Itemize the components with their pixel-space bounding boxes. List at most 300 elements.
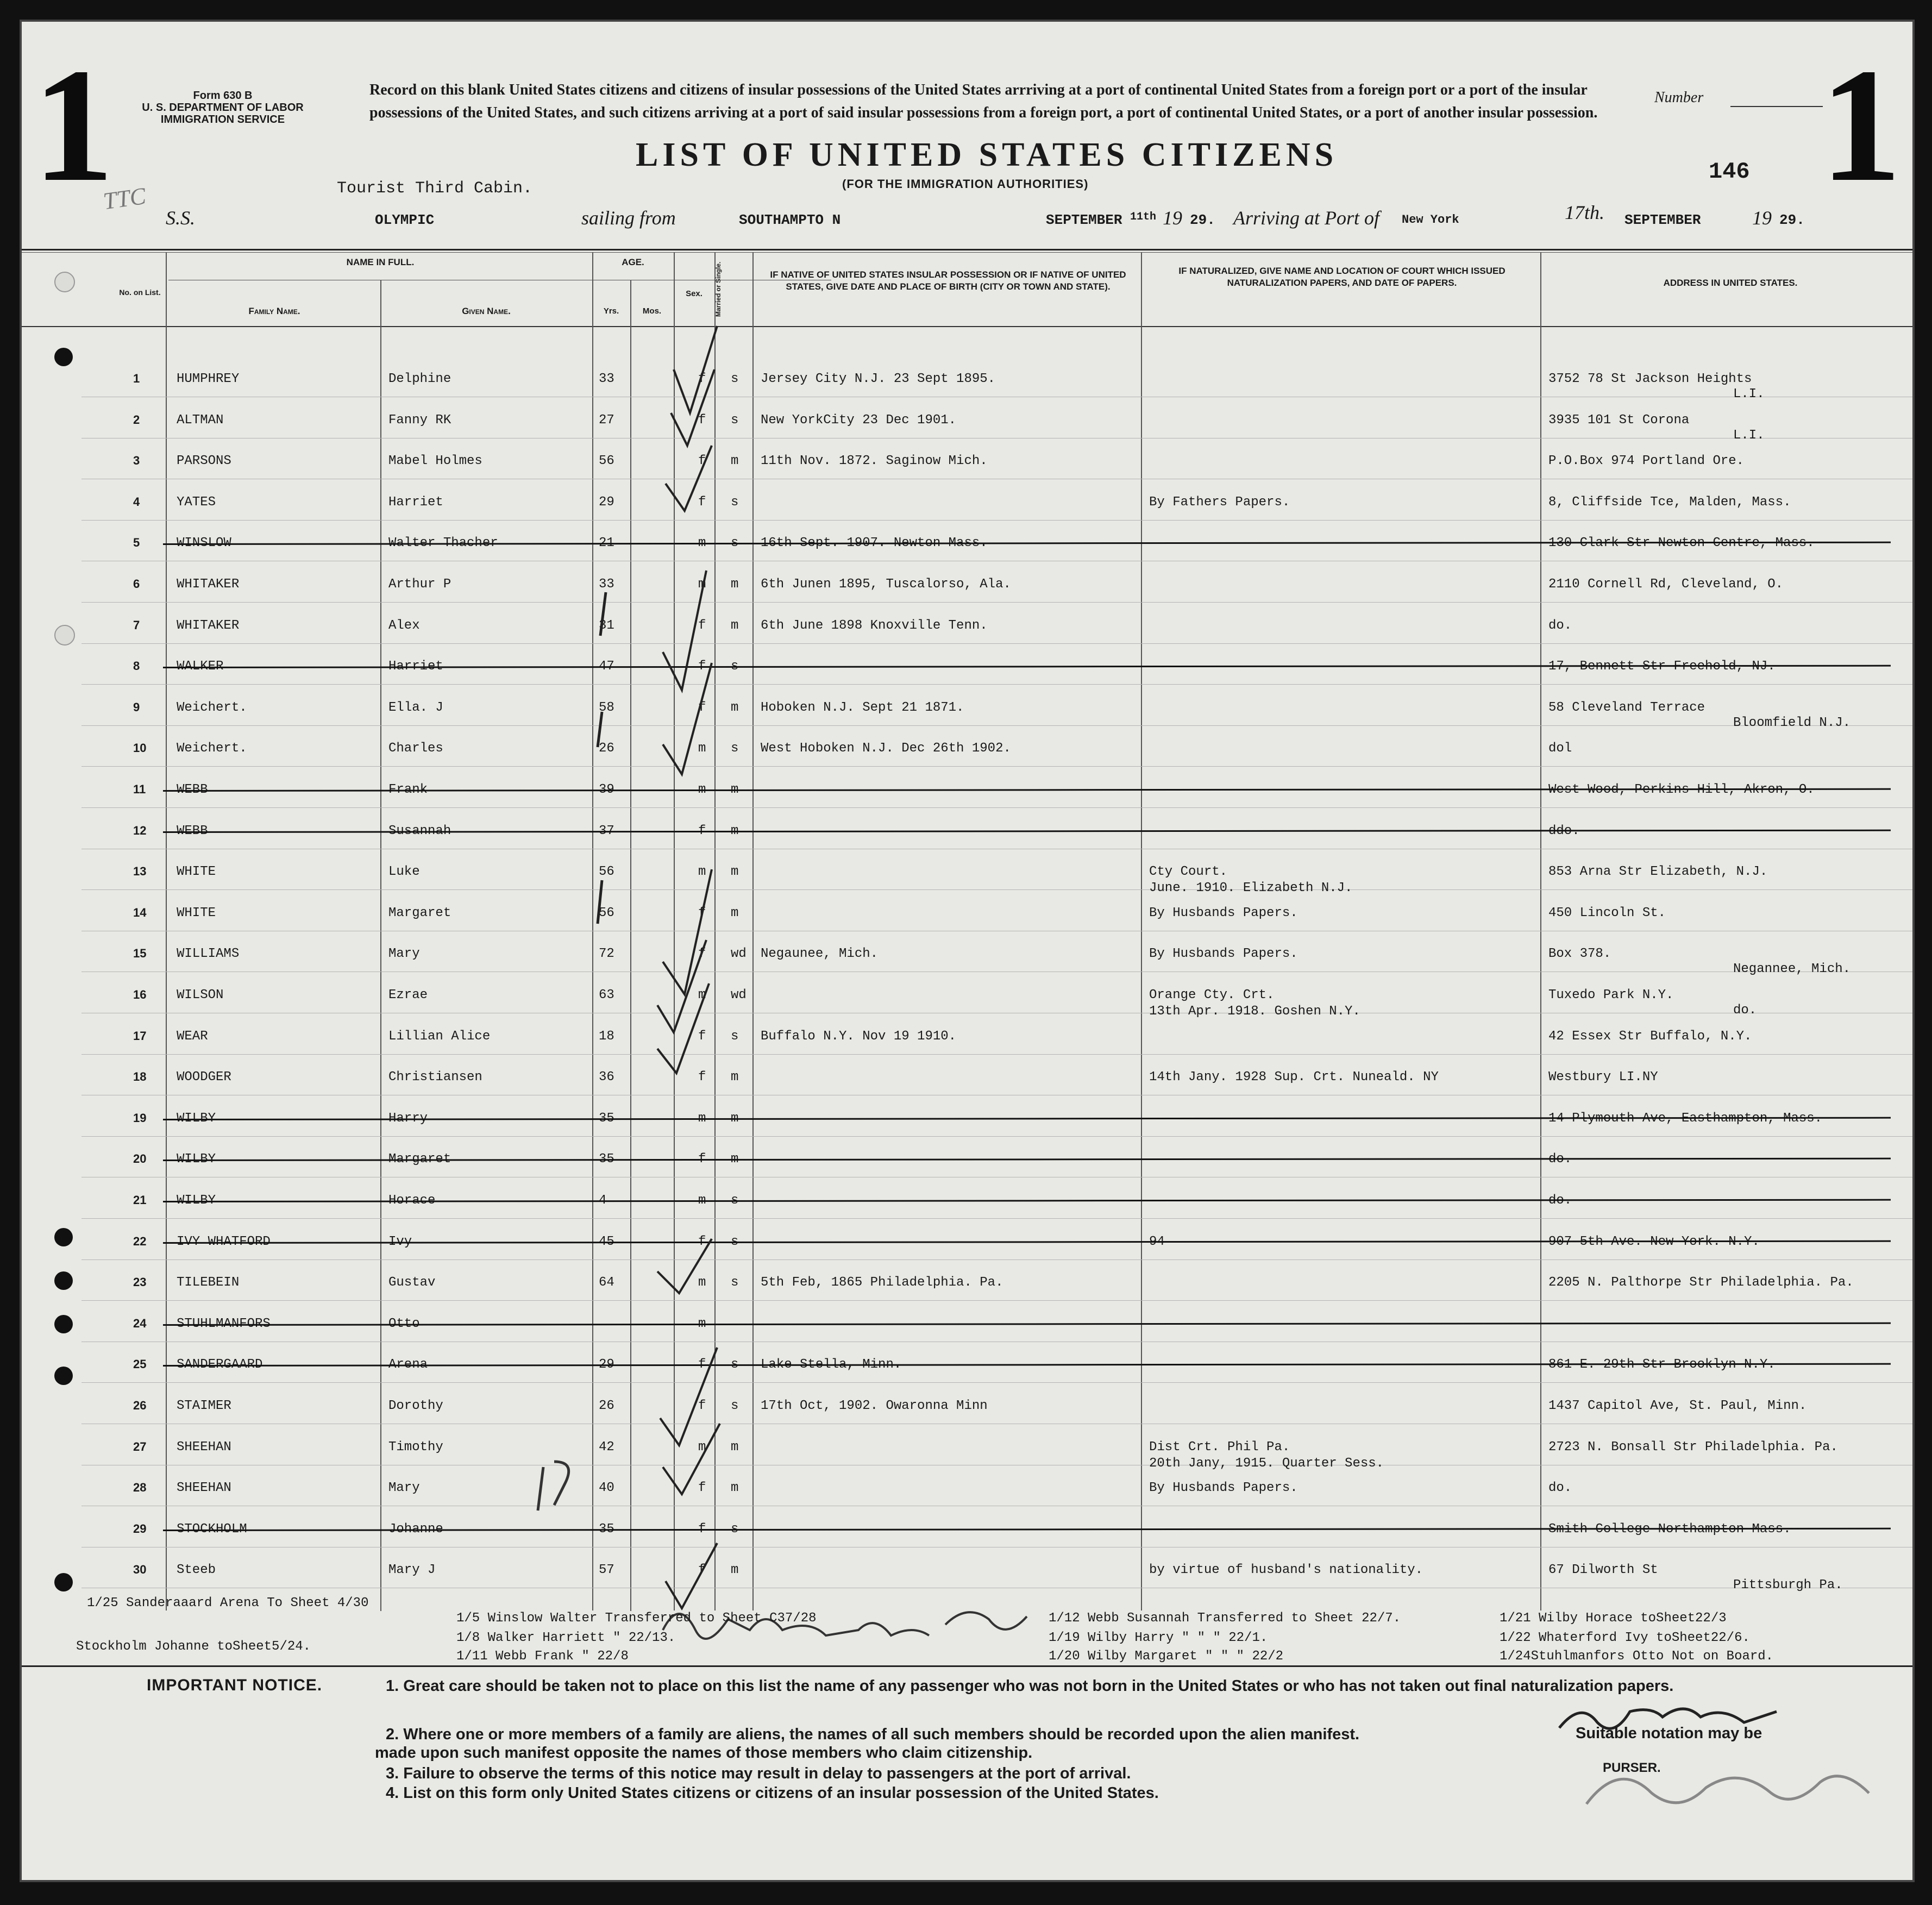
marital-status: s: [731, 1193, 739, 1208]
address: 130 Clark Str Newton Centre, Mass.: [1548, 536, 1815, 551]
address: do.: [1548, 1481, 1572, 1496]
given-name: Mary: [388, 1481, 420, 1496]
notice-item-3: 3. Failure to observe the terms of this notice may result in delay to passengers at the port of arrival.: [386, 1765, 1131, 1782]
number-label: Number: [1654, 89, 1704, 106]
age-years: 35: [599, 1111, 614, 1126]
sex: f: [698, 700, 706, 715]
sex: f: [698, 372, 706, 386]
page-numeral-left: 1: [33, 35, 114, 215]
given-name: Frank: [388, 782, 428, 797]
notice-title: IMPORTANT NOTICE.: [147, 1676, 323, 1694]
marital-status: m: [731, 454, 739, 469]
family-name: WILSON: [177, 988, 224, 1002]
address: 2110 Cornell Rd, Cleveland, O.: [1548, 577, 1784, 592]
marital-status: wd: [731, 947, 747, 962]
col-address: ADDRESS IN UNITED STATES.: [1663, 278, 1798, 288]
row-number: 4: [133, 494, 140, 509]
departure-port: SOUTHAMPTO N: [739, 212, 841, 228]
marital-status: m: [731, 782, 739, 797]
marital-status: s: [731, 1029, 739, 1044]
year-prefix-dep: 19: [1163, 207, 1182, 229]
marital-status: m: [731, 1439, 739, 1455]
given-name: Ella. J: [388, 700, 443, 715]
page-title: LIST OF UNITED STATES CITIZENS: [636, 136, 1338, 173]
family-name: IVY WHATFORD: [177, 1234, 271, 1249]
sex: m: [698, 864, 706, 880]
address: 8, Cliffside Tce, Malden, Mass.: [1548, 494, 1791, 510]
family-name: STUHLMANFORS: [177, 1316, 271, 1331]
age-years: 39: [599, 782, 614, 797]
department: U. S. DEPARTMENT OF LABOR: [142, 102, 304, 114]
marital-status: s: [731, 1275, 739, 1290]
transfer-note: 1/8 Walker Harriett " 22/13.: [456, 1631, 676, 1645]
given-name: Charles: [388, 741, 443, 756]
sex: f: [698, 1234, 706, 1249]
naturalization-info: 14th Jany. 1928 Sup. Crt. Nuneald. NY: [1149, 1070, 1439, 1085]
row-number: 13: [133, 864, 147, 879]
family-name: WHITE: [177, 905, 216, 920]
age-years: 33: [599, 577, 614, 592]
age-years: 58: [599, 700, 614, 715]
check-mark: [657, 983, 709, 1073]
given-name: Mary: [388, 947, 420, 962]
address: ddo.: [1548, 823, 1580, 838]
family-name: WILLIAMS: [177, 947, 240, 962]
address: Box 378.: [1548, 947, 1611, 962]
arrival-port: New York: [1402, 213, 1459, 227]
col-family: Family Name.: [248, 306, 300, 316]
address: Tuxedo Park N.Y.: [1548, 988, 1674, 1002]
naturalization-info: Cty Court.: [1149, 864, 1228, 880]
age-years: 21: [599, 536, 614, 551]
row-number: 21: [133, 1193, 147, 1207]
col-naturalization: IF NATURALIZED, GIVE NAME AND LOCATION OF COURT WHICH ISSUED NATURALIZATION PAPERS, AND DATE OF PAPERS.: [1178, 266, 1506, 288]
address: 450 Lincoln St.: [1548, 905, 1666, 920]
address-cont: Bloomfield N.J.: [1733, 715, 1851, 730]
sex: f: [698, 412, 706, 428]
sex: f: [698, 454, 706, 469]
address: Westbury LI.NY: [1548, 1070, 1658, 1085]
address: 14 Plymouth Ave, Easthampton, Mass.: [1548, 1111, 1823, 1126]
sex: m: [698, 536, 706, 551]
notice-item-2: 2. Where one or more members of a family are aliens, the names of all such members should be recorded upon the alien manifest.: [386, 1726, 1360, 1743]
given-name: Otto: [388, 1316, 420, 1331]
family-name: WINSLOW: [177, 536, 231, 551]
given-name: Dorothy: [388, 1399, 443, 1413]
naturalization-info-cont: 20th Jany, 1915. Quarter Sess.: [1149, 1456, 1384, 1471]
given-name: Margaret: [388, 905, 451, 920]
record-note: Record on this blank United States citizens and citizens of insular possessions of the United States arrriving at a port of continental United States from a foreign port or a port of the insular possessions of the United States, and such citizens arriving at a port of said insular possessions from a foreign port, a port of continental United States, or a port of another insular possession.: [369, 82, 1598, 121]
sex: f: [698, 1070, 706, 1085]
family-name: YATES: [177, 494, 216, 510]
row-number: 30: [133, 1563, 147, 1577]
marital-status: s: [731, 494, 739, 510]
departure-year: 29.: [1190, 212, 1215, 228]
marital-status: m: [731, 1152, 739, 1167]
naturalization-info: Dist Crt. Phil Pa.: [1149, 1439, 1290, 1455]
given-name: Luke: [388, 864, 420, 880]
given-name: Timothy: [388, 1439, 443, 1455]
notice-item-2-cont: made upon such manifest opposite the names of those members who claim citizenship.: [375, 1744, 1033, 1762]
page-subtitle: (FOR THE IMMIGRATION AUTHORITIES): [842, 177, 1089, 191]
marital-status: m: [731, 618, 739, 633]
col-name: NAME IN FULL.: [346, 257, 415, 267]
tally-mark: [598, 880, 602, 924]
birth-info: West Hoboken N.J. Dec 26th 1902.: [761, 741, 1011, 756]
family-name: SHEEHAN: [177, 1439, 231, 1455]
given-name: Ezrae: [388, 988, 428, 1002]
birth-info: Hoboken N.J. Sept 21 1871.: [761, 700, 964, 715]
given-name: Mabel Holmes: [388, 454, 482, 469]
naturalization-info: by virtue of husband's nationality.: [1149, 1563, 1423, 1578]
sex: m: [698, 1316, 706, 1331]
given-name: Arena: [388, 1357, 428, 1373]
address: 1437 Capitol Ave, St. Paul, Minn.: [1548, 1399, 1807, 1413]
birth-info: 6th June 1898 Knoxville Tenn.: [761, 618, 988, 633]
age-years: 57: [599, 1563, 614, 1578]
address: 3752 78 St Jackson Heights: [1548, 372, 1752, 386]
age-years: 18: [599, 1029, 614, 1044]
marital-status: s: [731, 536, 739, 551]
birth-info: 6th Junen 1895, Tuscalorso, Ala.: [761, 577, 1011, 592]
marital-status: m: [731, 823, 739, 838]
sex: f: [698, 1563, 706, 1578]
row-number: 11: [133, 782, 146, 796]
family-name: WHITE: [177, 864, 216, 880]
arrival-month: SEPTEMBER: [1624, 212, 1701, 228]
tally-mark: [598, 712, 602, 747]
address: Smith College Northampton Mass.: [1548, 1521, 1791, 1537]
page-numeral-right: 1: [1820, 35, 1902, 215]
notice-rule: [22, 1665, 1912, 1667]
row-number: 5: [133, 536, 140, 550]
sex: f: [698, 1357, 706, 1373]
address: do.: [1548, 1152, 1572, 1167]
birth-info: 11th Nov. 1872. Saginow Mich.: [761, 454, 988, 469]
transfer-note: 1/19 Wilby Harry " " " 22/1.: [1049, 1631, 1268, 1645]
age-years: 72: [599, 947, 614, 962]
sex: f: [698, 1481, 706, 1496]
sex: f: [698, 1152, 706, 1167]
age-years: 29: [599, 1357, 614, 1373]
row-number: 8: [133, 659, 140, 673]
address: 3935 101 St Corona: [1548, 412, 1690, 428]
sex: m: [698, 1439, 706, 1455]
address: P.O.Box 974 Portland Ore.: [1548, 454, 1745, 469]
sex: f: [698, 618, 706, 633]
row-number: 12: [133, 823, 147, 837]
tally-mark: [600, 592, 606, 636]
family-name: WOODGER: [177, 1070, 231, 1085]
family-name: SANDERGAARD: [177, 1357, 263, 1373]
given-name: Delphine: [388, 372, 451, 386]
check-mark: [663, 571, 706, 690]
birth-info: 17th Oct, 1902. Owaronna Minn: [761, 1399, 988, 1413]
sex: f: [698, 823, 706, 838]
birth-info: 5th Feb, 1865 Philadelphia. Pa.: [761, 1275, 1003, 1290]
marital-status: s: [731, 412, 739, 428]
address-cont: do.: [1733, 1003, 1757, 1018]
row-number: 6: [133, 577, 140, 591]
marital-status: s: [731, 1399, 739, 1413]
marital-status: m: [731, 864, 739, 880]
marital-status: s: [731, 1234, 739, 1249]
col-yrs: Yrs.: [603, 306, 619, 316]
naturalization-info: By Husbands Papers.: [1149, 947, 1298, 962]
sex: f: [698, 905, 706, 920]
manifest-sheet: [22, 22, 1912, 1880]
marital-status: s: [731, 659, 739, 674]
age-years: 45: [599, 1234, 614, 1249]
transfer-note: 1/5 Winslow Walter Transferred to Sheet C37/28: [456, 1611, 817, 1626]
age-years: 27: [599, 412, 614, 428]
departure-day: 11th: [1130, 211, 1157, 223]
marital-status: m: [731, 700, 739, 715]
check-mark: [666, 446, 712, 511]
row-number: 24: [133, 1316, 147, 1330]
row-number: 16: [133, 988, 147, 1001]
check-mark: [663, 869, 712, 994]
given-name: Christiansen: [388, 1070, 482, 1085]
age-years: 56: [599, 905, 614, 920]
check-mark: [663, 663, 712, 774]
arrival-day: 17th.: [1565, 202, 1605, 223]
age-years: 40: [599, 1481, 614, 1496]
row-number: 19: [133, 1111, 147, 1125]
birth-info: 16th Sept. 1907. Newton Mass.: [761, 536, 988, 551]
notice-item-2-tail: Suitable notation may be: [1576, 1725, 1762, 1742]
address: 17, Bennett Str Freehold, NJ.: [1548, 659, 1776, 674]
age-years: 56: [599, 454, 614, 469]
sex: m: [698, 741, 706, 756]
marital-status: m: [731, 577, 739, 592]
age-years: 56: [599, 864, 614, 880]
col-sex: Sex.: [686, 289, 702, 298]
col-no: No. on List.: [119, 288, 161, 297]
given-name: Gustav: [388, 1275, 436, 1290]
age-years: 4: [599, 1193, 607, 1208]
transfer-note: 1/24Stuhlmanfors Otto Not on Board.: [1500, 1649, 1774, 1664]
marital-status: m: [731, 1070, 739, 1085]
row-number: 14: [133, 905, 147, 919]
naturalization-info-cont: June. 1910. Elizabeth N.J.: [1149, 881, 1353, 896]
marital-status: m: [731, 1481, 739, 1496]
family-name: WHITAKER: [177, 577, 240, 592]
transfer-note: 1/25 Sanderaaard Arena To Sheet 4/30: [87, 1596, 369, 1611]
given-name: Walter Thacher: [388, 536, 498, 551]
given-name: Susannah: [388, 823, 451, 838]
marital-status: m: [731, 1111, 739, 1126]
binder-hole: [54, 272, 75, 292]
transfer-note: 1/21 Wilby Horace toSheet22/3: [1500, 1611, 1727, 1626]
age-years: 26: [599, 741, 614, 756]
transfer-note: 1/12 Webb Susannah Transferred to Sheet 22/7.: [1049, 1611, 1401, 1626]
sex: m: [698, 1275, 706, 1290]
sex: f: [698, 1399, 706, 1413]
family-name: STOCKHOLM: [177, 1521, 247, 1537]
transfer-notes: [22, 1595, 1912, 1665]
family-name: WHITAKER: [177, 618, 240, 633]
family-name: WEBB: [177, 823, 208, 838]
age-years: 63: [599, 988, 614, 1002]
binder-hole: [54, 1315, 73, 1333]
sex: m: [698, 988, 706, 1002]
sheet-number: 146: [1709, 159, 1750, 185]
family-name: WILBY: [177, 1111, 216, 1126]
address-cont: Negannee, Mich.: [1733, 962, 1851, 977]
sex: f: [698, 659, 706, 674]
sex: m: [698, 1193, 706, 1208]
age-years: 31: [599, 618, 614, 633]
address: 2205 N. Palthorpe Str Philadelphia. Pa.: [1548, 1275, 1854, 1290]
family-name: ALTMAN: [177, 412, 224, 428]
row-number: 28: [133, 1481, 147, 1495]
row-number: 23: [133, 1275, 147, 1289]
marital-status: s: [731, 1357, 739, 1373]
naturalization-info: 94: [1149, 1234, 1165, 1249]
address: do.: [1548, 1193, 1572, 1208]
col-mos: Mos.: [642, 306, 662, 316]
row-number: 9: [133, 700, 140, 714]
marital-status: s: [731, 741, 739, 756]
row-number: 15: [133, 947, 147, 961]
binder-hole: [54, 1228, 73, 1246]
birth-info: Lake Stella, Minn.: [761, 1357, 902, 1373]
row-number: 2: [133, 412, 140, 427]
birth-info: Buffalo N.Y. Nov 19 1910.: [761, 1029, 957, 1044]
age-years: 33: [599, 372, 614, 386]
notice-item-1: 1. Great care should be taken not to place on this list the name of any passenger who was not born in the United States or who has not taken out final naturalization papers.: [386, 1677, 1674, 1695]
given-name: Lillian Alice: [388, 1029, 491, 1044]
departure-month: SEPTEMBER: [1046, 212, 1122, 228]
given-name: Alex: [388, 618, 420, 633]
transfer-note: Stockholm Johanne toSheet5/24.: [76, 1639, 311, 1654]
address-cont: L.I.: [1733, 428, 1765, 443]
row-number: 17: [133, 1029, 147, 1043]
family-name: Weichert.: [177, 700, 247, 715]
row-number: 3: [133, 454, 140, 468]
given-name: Fanny RK: [388, 412, 451, 428]
family-name: WEBB: [177, 782, 208, 797]
marital-status: s: [731, 372, 739, 386]
binder-hole: [54, 625, 75, 646]
handwritten-mark: [538, 1462, 569, 1511]
year-prefix-arr: 19: [1752, 207, 1772, 229]
sex: f: [698, 1029, 706, 1044]
birth-info: Jersey City N.J. 23 Sept 1895.: [761, 372, 996, 386]
form-number: Form 630 B: [193, 90, 253, 102]
col-age: AGE.: [622, 257, 644, 267]
sex: f: [698, 1521, 706, 1537]
given-name: Margaret: [388, 1152, 451, 1167]
service: IMMIGRATION SERVICE: [160, 114, 285, 126]
address: 861 E. 29th Str Brooklyn N.Y.: [1548, 1357, 1776, 1373]
binder-hole: [54, 1573, 73, 1591]
row-number: 10: [133, 741, 147, 755]
family-name: HUMPHREY: [177, 372, 240, 386]
marital-status: s: [731, 1521, 739, 1537]
address: 2723 N. Bonsall Str Philadelphia. Pa.: [1548, 1439, 1838, 1455]
marital-status: wd: [731, 988, 747, 1002]
family-name: TILEBEIN: [177, 1275, 240, 1290]
family-name: SHEEHAN: [177, 1481, 231, 1496]
age-years: 42: [599, 1439, 614, 1455]
check-mark: [660, 1348, 717, 1445]
binder-hole: [54, 348, 73, 366]
check-mark: [657, 1239, 712, 1293]
family-name: WILBY: [177, 1193, 216, 1208]
address: do.: [1548, 618, 1572, 633]
given-name: Horace: [388, 1193, 436, 1208]
transfer-note: 1/11 Webb Frank " 22/8: [456, 1649, 629, 1664]
purser-label: PURSER.: [1603, 1760, 1661, 1775]
sex: f: [698, 947, 706, 962]
sex: m: [698, 1111, 706, 1126]
row-number: 27: [133, 1439, 147, 1453]
given-name: Harriet: [388, 494, 443, 510]
birth-info: New YorkCity 23 Dec 1901.: [761, 412, 957, 428]
address: 907 5th Ave. New York. N.Y.: [1548, 1234, 1760, 1249]
col-married: Married or Single.: [714, 261, 722, 317]
marital-status: m: [731, 1563, 739, 1578]
row-number: 26: [133, 1399, 147, 1412]
row-number: 25: [133, 1357, 147, 1371]
family-name: WALKER: [177, 659, 224, 674]
row-number: 29: [133, 1521, 147, 1536]
given-name: Ivy: [388, 1234, 412, 1249]
naturalization-info: By Fathers Papers.: [1149, 494, 1290, 510]
sailing-label: sailing from: [581, 207, 676, 229]
family-name: Steeb: [177, 1563, 216, 1578]
sex: m: [698, 782, 706, 797]
address: 853 Arna Str Elizabeth, N.J.: [1548, 864, 1768, 880]
age-years: 35: [599, 1152, 614, 1167]
arriving-label: Arriving at Port of: [1233, 207, 1379, 229]
address: 67 Dilworth St: [1548, 1563, 1658, 1578]
check-mark: [674, 326, 717, 413]
given-name: Harry: [388, 1111, 428, 1126]
margin-note: TTC: [101, 182, 148, 215]
sex: f: [698, 494, 706, 510]
address-cont: Pittsburgh Pa.: [1733, 1578, 1843, 1593]
binder-hole: [54, 1271, 73, 1290]
age-years: 47: [599, 659, 614, 674]
naturalization-info-cont: 13th Apr. 1918. Goshen N.Y.: [1149, 1004, 1360, 1019]
row-number: 20: [133, 1152, 147, 1166]
address: dol: [1548, 741, 1572, 756]
address-cont: L.I.: [1733, 387, 1765, 402]
sex: m: [698, 577, 706, 592]
given-name: Mary J: [388, 1563, 436, 1578]
notice-item-4: 4. List on this form only United States citizens or citizens of an insular possession of the United States.: [386, 1784, 1159, 1802]
family-name: PARSONS: [177, 454, 231, 469]
row-number: 7: [133, 618, 140, 632]
given-name: Harriet: [388, 659, 443, 674]
birth-info: Negaunee, Mich.: [761, 947, 879, 962]
arrival-year: 29.: [1779, 212, 1805, 228]
ss-label: S.S.: [166, 207, 195, 229]
binder-hole: [54, 1367, 73, 1385]
family-name: Weichert.: [177, 741, 247, 756]
address: 58 Cleveland Terrace: [1548, 700, 1705, 715]
transfer-note: 1/22 Whaterford Ivy toSheet22/6.: [1500, 1631, 1750, 1645]
age-years: 26: [599, 1399, 614, 1413]
check-mark: [657, 940, 706, 1032]
row-number: 18: [133, 1070, 147, 1084]
age-years: 64: [599, 1275, 614, 1290]
age-years: 35: [599, 1521, 614, 1537]
transfer-note: 1/20 Wilby Margaret " " " 22/2: [1049, 1649, 1284, 1664]
